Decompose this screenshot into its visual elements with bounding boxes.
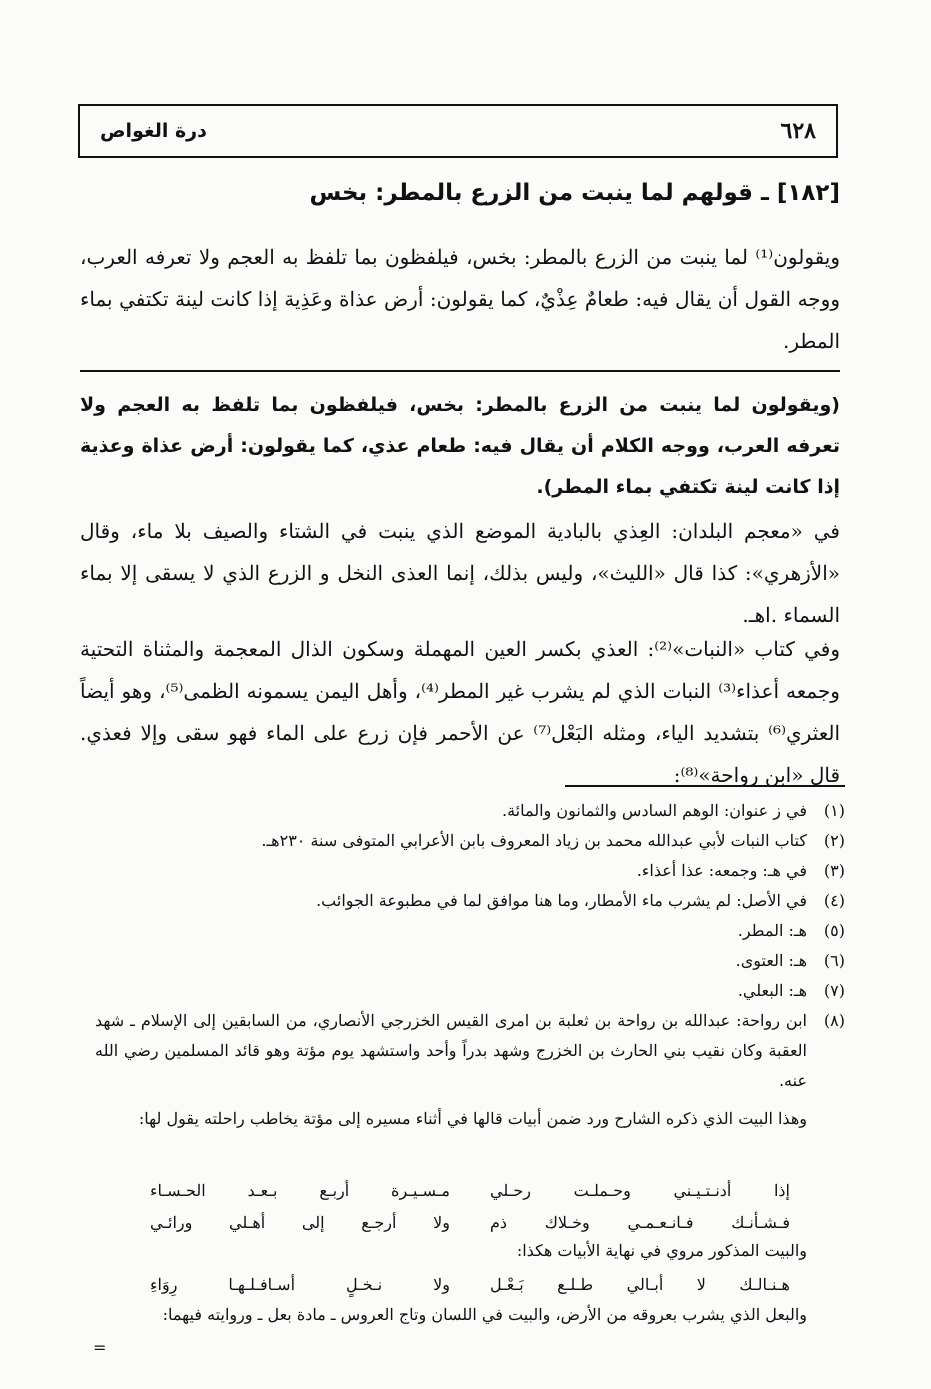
commentary-paragraph: وفي كتاب «النبات»⁽²⁾: العذي بكسر العين المهملة وسكون الذال المعجمة والمثناة التحتية وجمعه أعذاء⁽³⁾ النبات الذي لم يشرب غير المطر⁽⁴⁾، وأهل اليمن يسمونه الظمى⁽⁵⁾، وهو أيضاً العثري⁽⁶⁾ بتشديد الياء، ومثله البَعْل⁽⁷⁾ عن الأحمر فإن زرع على الماء فهو سقى وإلا فعذي. قال «ابن رواحة»⁽⁸⁾: [80,637,841,787]
footnote-text: في الأصل: لم يشرب ماء الأمطار، وما هنا موافق لما في مطبوعة الجوائب. [316,891,807,910]
footnote-number: (٥) [823,921,845,940]
verse-line [150,1270,790,1300]
commentary-paragraph: في «معجم البلدان: العِذي بالبادية الموضع الذي ينبت في الشتاء والصيف بلا ماء، وقال «الأزهري»: كذا قال «الليث»، وليس بذلك، إنما العذى النخل و الزرع الذي لا يسقى إلا بماء السماء .اهـ. [80,519,840,627]
footnote-number: (٢) [823,831,845,850]
footnote-text: هـ: المطر. [737,921,807,940]
footnote-number: (٦) [823,951,845,970]
continuation-mark: = [93,1338,107,1357]
commentary-quote: (ويقولون لما ينبت من الزرع بالمطر: بخس، فيلفظون بما تلفظ به العجم ولا تعرفه العرب، ووجه الكلام أن يقال فيه: طعام عذي، كما يقولون: أرض عذاة وعذية إذا كانت لينة تكتفي بماء المطر). [80,394,840,498]
footnote [95,826,845,856]
verse-hemistich-second: ولا نـخـلٍ أسـافـلـهـا رِوَاءِ [150,1275,450,1294]
footnote [95,1006,845,1096]
footnote-number: (٤) [823,891,845,910]
footnote-text: ابن رواحة: عبدالله بن رواحة بن ثعلبة بن امرى القيس الخزرجي الأنصاري، من السابقين إلى الإسلام ـ شهد العقبة وكان نقيب بني الحارث بن الخزرج وشهد بدراً وأحد واستشهد يوم مؤتة وهو قائد المسلمين رضي الله عنه. [95,1011,807,1090]
section-title: [١٨٢] ـ قولهم لما ينبت من الزرع بالمطر: بخس [309,180,840,206]
footnote-number: (٣) [823,861,845,880]
footnote [95,976,845,1006]
footnote-text: هـ: العتوى. [735,951,807,970]
commentary [80,385,840,508]
commentary-body-1 [80,510,840,636]
main-text [80,236,840,362]
footnote [95,916,845,946]
footnote-continuation: وهذا البيت الذي ذكره الشارح ورد ضمن أبيات قالها في أثناء مسيره إلى مؤتة يخاطب راحلته يقول لها: [138,1109,807,1128]
verse-hemistich-first: فـشـأنـك فـانـعـمـي وخـلاك ذم [490,1213,790,1232]
verse-hemistich-first: هـنـالـك لا أبـالي طـلـع بَـعْـل [490,1275,790,1294]
footnote-text: في ز عنوان: الوهم السادس والثمانون والمائة. [501,801,807,820]
footnote [95,946,845,976]
footnote [95,886,845,916]
footnote-number: (١) [823,801,845,820]
verse-line [150,1176,790,1206]
commentary-body-2 [80,628,840,796]
footnote-continuation: والبيت المذكور مروي في نهاية الأبيات هكذا: [516,1241,807,1260]
footnote-text: في هـ: وجمعه: عذا أعذاء. [636,861,807,880]
footnote [95,856,845,886]
footnote-number: (٨) [823,1011,845,1030]
section-divider [80,370,840,372]
main-paragraph: ويقولون⁽¹⁾ لما ينبت من الزرع بالمطر: بخس، فيلفظون بما تلفظ به العجم ولا تعرفه العرب، ووجه القول أن يقال فيه: طعامٌ عِذْيٌ، كما يقولون: أرض عذاة وعَذِية إذا كانت لينة تكتفي بماء المطر. [80,245,840,353]
running-header [78,104,838,158]
footnote-text: كتاب النبات لأبي عبدالله محمد بن زياد المعروف بابن الأعرابي المتوفى سنة ٢٣٠هـ. [261,831,807,850]
book-title: درة الغواص [100,120,207,142]
verse-hemistich-second: مـسـيـرة أربـع بـعـد الحـسـاء [150,1181,450,1200]
verse-hemistich-first: إذا أدنـتـيـني وحـملـت رحـلي [490,1181,790,1200]
footnote-text: هـ: البعلي. [737,981,807,1000]
footnote [95,796,845,826]
footnote-continuation: والبعل الذي يشرب بعروقه من الأرض، والبيت في اللسان وتاج العروس ـ مادة بعل ـ وروايته فيهما: [162,1305,807,1324]
verse-line [150,1208,790,1238]
page-number: ٦٢٨ [780,118,816,144]
footnote-divider [565,785,845,787]
verse-hemistich-second: ولا أرجـع إلى أهـلي ورائـي [150,1213,450,1232]
footnotes [95,796,845,1096]
footnote-number: (٧) [823,981,845,1000]
